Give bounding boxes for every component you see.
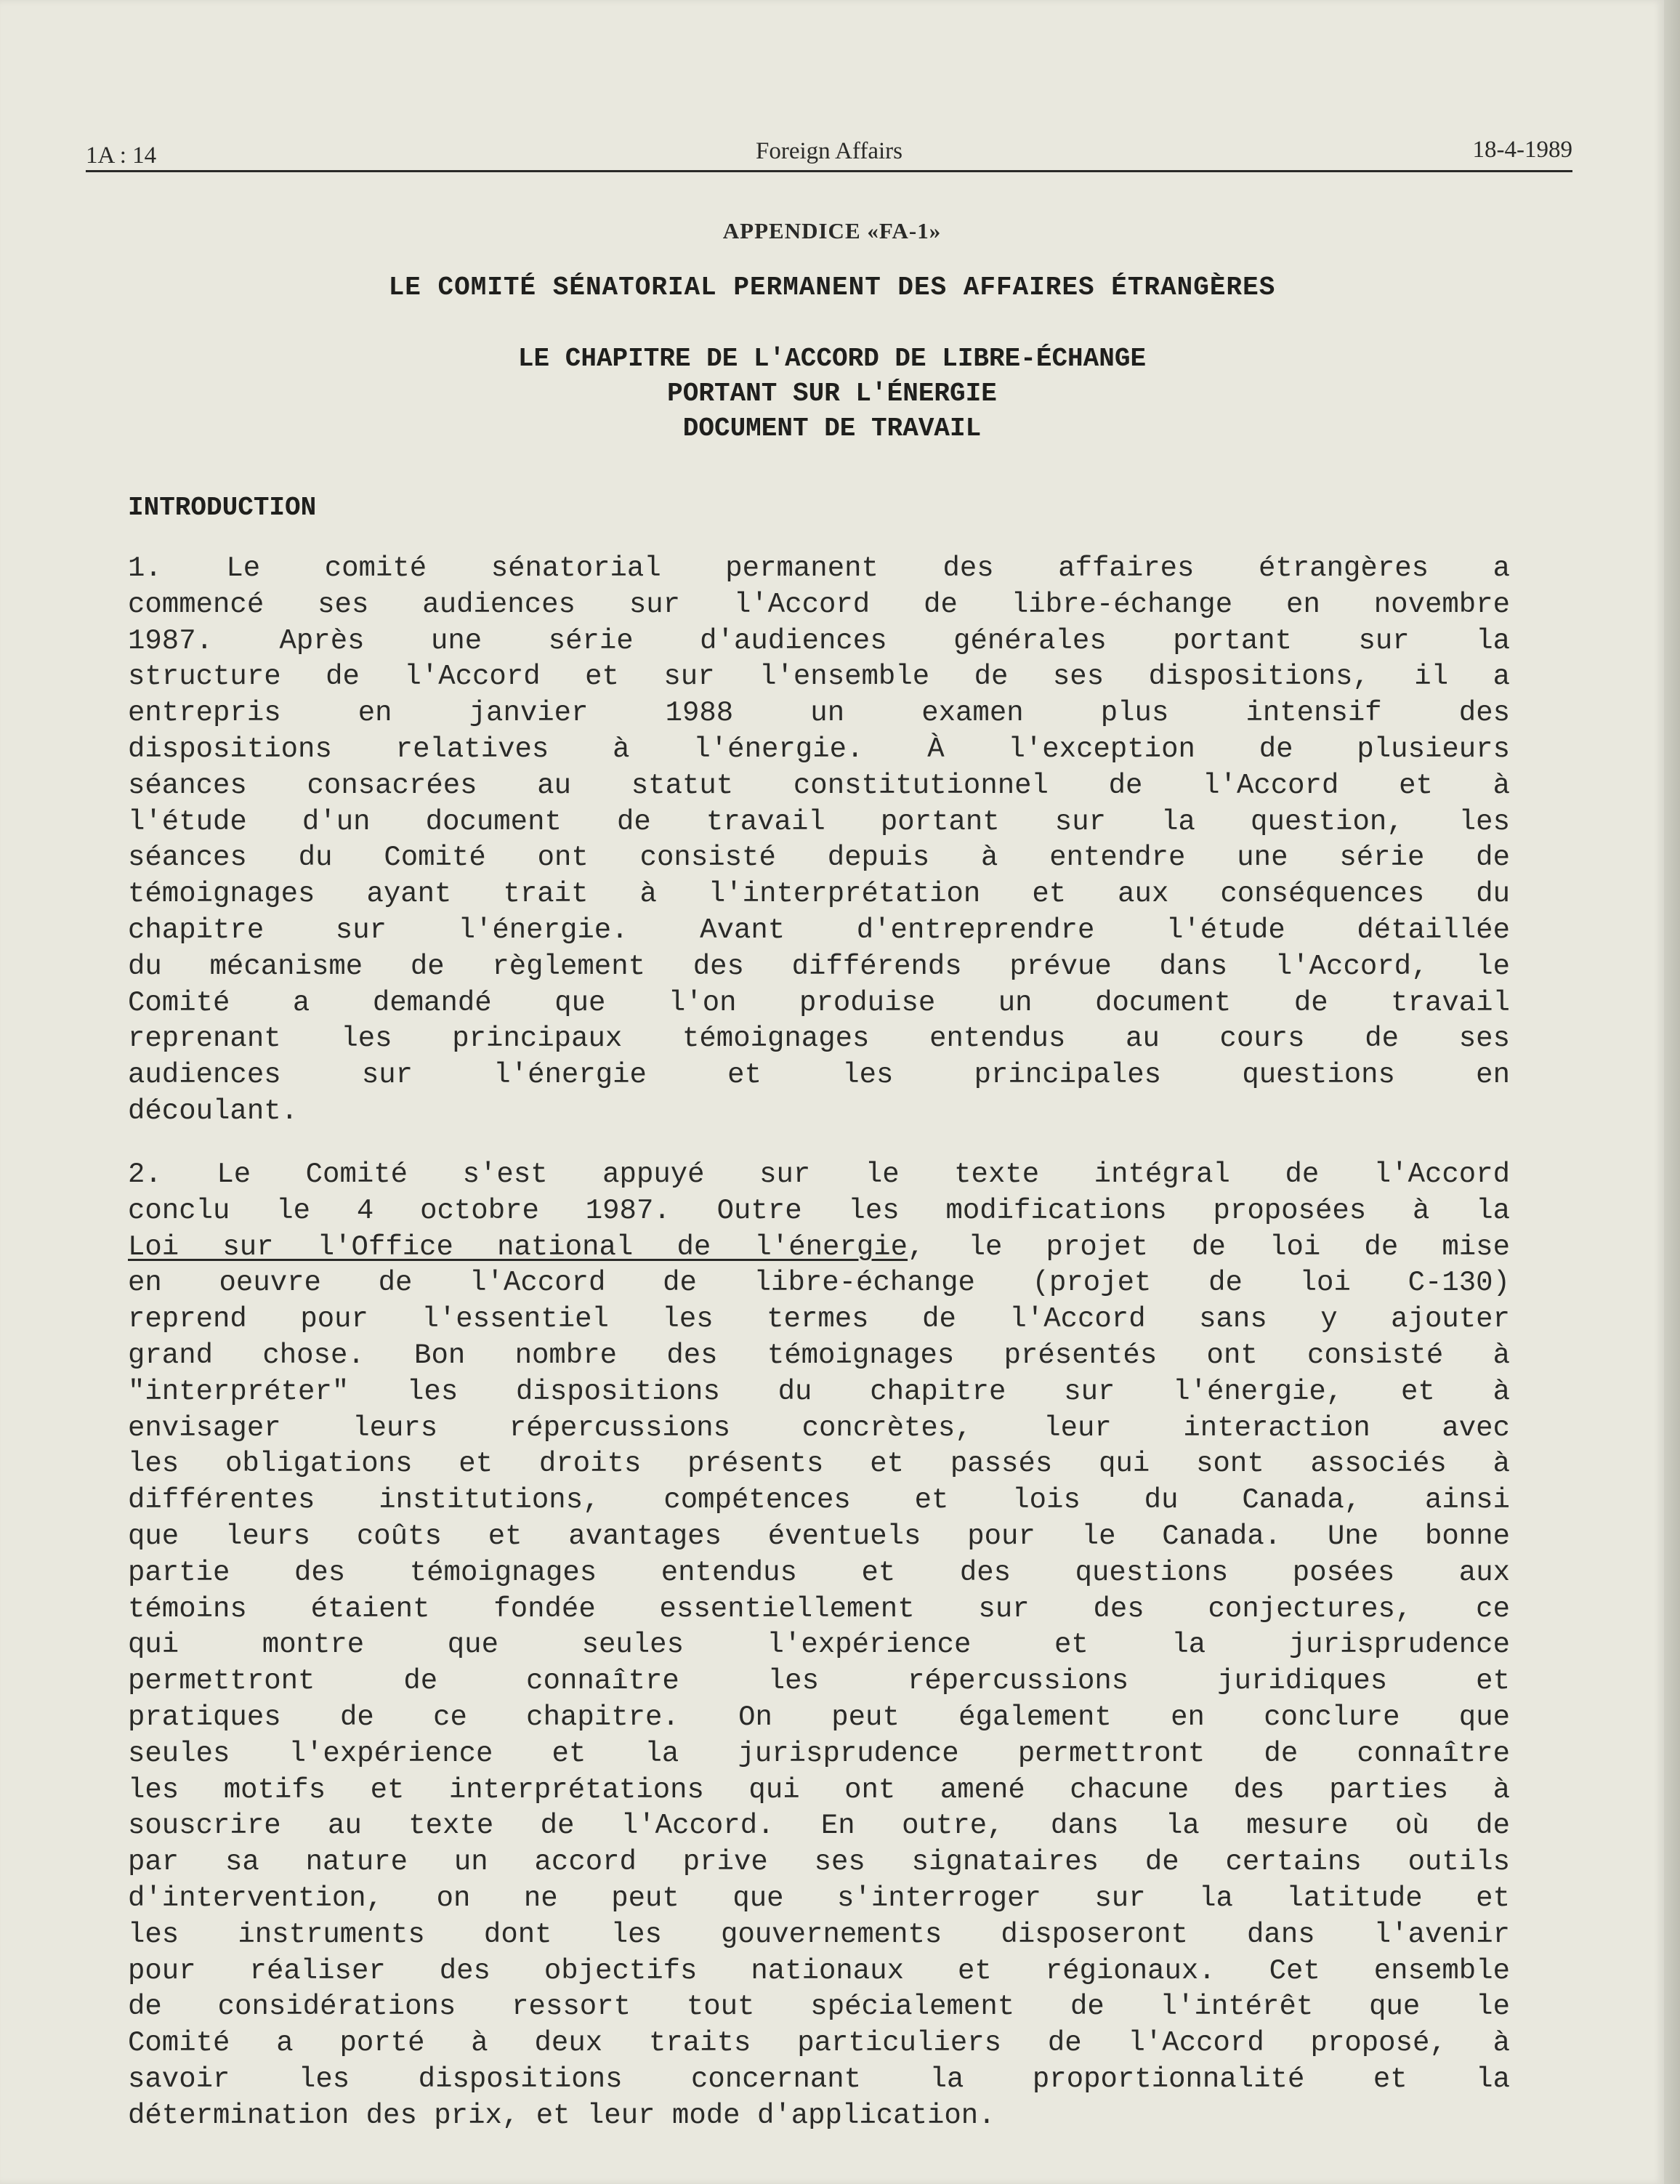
text-line: envisager leurs répercussions concrètes, leur interaction avec <box>128 1411 1510 1444</box>
text-line: Comité a porté à deux traits particuliers de l'Accord proposé, à <box>128 2027 1510 2060</box>
text-line: 1987. Après une série d'audiences générales portant sur la <box>128 624 1510 657</box>
appendix-label: APPENDICE «FA-1» <box>722 218 942 243</box>
text-line: conclu le 4 octobre 1987. Outre les modifications proposées à la <box>128 1194 1510 1227</box>
text-line: séances consacrées au statut constitutionnel de l'Accord et à <box>128 769 1510 802</box>
text-line: témoins étaient fondée essentiellement sur des conjectures, ce <box>128 1592 1510 1625</box>
document-title-line: DOCUMENT DE TRAVAIL <box>682 414 982 443</box>
text-line: commencé ses audiences sur l'Accord de libre-échange en novembre <box>128 588 1510 621</box>
text-line: entrepris en janvier 1988 un examen plus intensif des <box>128 697 1510 730</box>
text-line: savoir les dispositions concernant la proportionnalité et la <box>128 2063 1510 2095</box>
paragraph-1 <box>128 551 1510 1130</box>
text-line: l'étude d'un document de travail portant sur la question, les <box>128 805 1510 838</box>
text-line: reprenant les principaux témoignages entendus au cours de ses <box>128 1023 1510 1055</box>
text-line: découlant. <box>128 1095 299 1127</box>
running-header <box>86 138 1572 172</box>
paragraph-2 <box>128 1157 1510 2135</box>
text-run: , le projet de loi de mise <box>908 1230 1510 1263</box>
committee-title: LE COMITÉ SÉNATORIAL PERMANENT DES AFFAIRES ÉTRANGÈRES <box>388 273 1276 302</box>
section-heading: INTRODUCTION <box>128 493 317 523</box>
text-line: séances du Comité ont consisté depuis à entendre une série de <box>128 842 1510 874</box>
text-line: les obligations et droits présents et passés qui sont associés à <box>128 1448 1510 1480</box>
page-number: 1A : 14 <box>86 142 157 169</box>
header-section: Foreign Affairs <box>756 138 902 164</box>
text-line: par sa nature un accord prive ses signataires de certains outils <box>128 1846 1510 1879</box>
text-line: d'intervention, on ne peut que s'interroger sur la latitude et <box>128 1882 1510 1914</box>
text-line: différentes institutions, compétences et lois du Canada, ainsi <box>128 1484 1510 1517</box>
text-line: grand chose. Bon nombre des témoignages présentés ont consisté à <box>128 1339 1510 1371</box>
text-line: du mécanisme de règlement des différends prévue dans l'Accord, le <box>128 950 1510 983</box>
text-line: que leurs coûts et avantages éventuels pour le Canada. Une bonne <box>128 1520 1510 1552</box>
text-line: audiences sur l'énergie et les principales questions en <box>128 1059 1510 1092</box>
text-line: les instruments dont les gouvernements disposeront dans l'avenir <box>128 1918 1510 1951</box>
text-line: Comité a demandé que l'on produise un document de travail <box>128 986 1510 1019</box>
text-line: "interpréter" les dispositions du chapitre sur l'énergie, et à <box>128 1375 1510 1408</box>
document-title <box>0 342 1664 446</box>
page-edge <box>1664 0 1680 2184</box>
text-line: pratiques de ce chapitre. On peut également en conclure que <box>128 1701 1510 1733</box>
text-line: de considérations ressort tout spécialement de l'intérêt que le <box>128 1991 1510 2023</box>
text-line: reprend pour l'essentiel les termes de l'Accord sans y ajouter <box>128 1303 1510 1336</box>
text-line: seules l'expérience et la jurisprudence permettront de connaître <box>128 1737 1510 1770</box>
text-line: souscrire au texte de l'Accord. En outre, dans la mesure où de <box>128 1810 1510 1842</box>
text-line: détermination des prix, et leur mode d'application. <box>128 2099 996 2132</box>
document-title-line: LE CHAPITRE DE L'ACCORD DE LIBRE-ÉCHANGE <box>517 344 1147 374</box>
text-line: les motifs et interprétations qui ont amené chacune des parties à <box>128 1773 1510 1806</box>
text-line <box>128 1230 1510 1266</box>
text-line: 2. Le Comité s'est appuyé sur le texte intégral de l'Accord <box>128 1159 1510 1190</box>
text-line: structure de l'Accord et sur l'ensemble de ses dispositions, il a <box>128 661 1510 693</box>
text-line: chapitre sur l'énergie. Avant d'entreprendre l'étude détaillée <box>128 914 1510 946</box>
text-line: qui montre que seules l'expérience et la jurisprudence <box>128 1629 1510 1661</box>
text-line: 1. Le comité sénatorial permanent des affaires étrangères a <box>128 552 1510 584</box>
text-line: partie des témoignages entendus et des questions posées aux <box>128 1556 1510 1589</box>
text-line: témoignages ayant trait à l'interprétation et aux conséquences du <box>128 878 1510 911</box>
underlined-law-title: Loi sur l'Office national de l'énergie <box>128 1230 908 1263</box>
text-line: en oeuvre de l'Accord de libre-échange (projet de loi C-130) <box>128 1267 1510 1299</box>
text-line: dispositions relatives à l'énergie. À l'exception de plusieurs <box>128 733 1510 765</box>
document-title-line: PORTANT SUR L'ÉNERGIE <box>667 379 997 408</box>
text-line: permettront de connaître les répercussions juridiques et <box>128 1665 1510 1698</box>
header-date: 18-4-1989 <box>1472 137 1572 163</box>
text-line: pour réaliser des objectifs nationaux et régionaux. Cet ensemble <box>128 1954 1510 1987</box>
